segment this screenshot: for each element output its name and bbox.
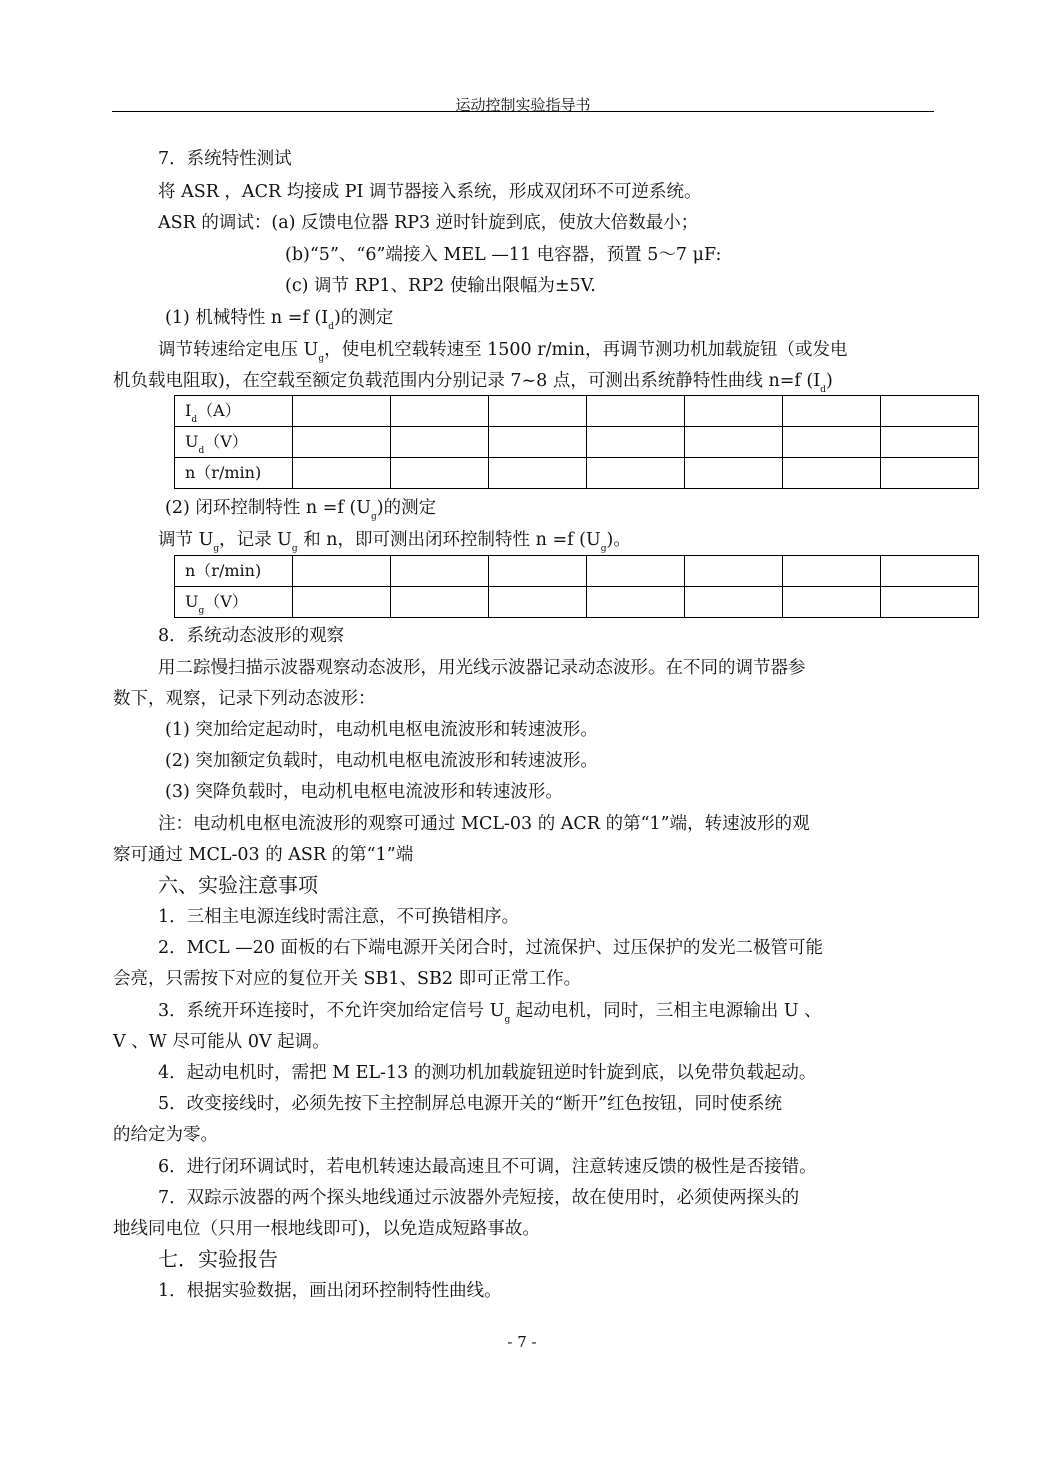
closed-char-heading: (2) 闭环控制特性 n =f $(U_g)$的测定 bbox=[165, 498, 437, 522]
table-cell bbox=[685, 396, 783, 427]
waveform-item-3: (3) 突降负载时，电动机电枢电流波形和转速波形。 bbox=[165, 782, 563, 802]
section-7-heading: 7．系统特性测试 bbox=[158, 149, 292, 169]
table-cell bbox=[587, 587, 685, 618]
table-cell bbox=[783, 556, 881, 587]
table-cell bbox=[293, 556, 391, 587]
mech-char-para-1: 调节转速给定电压 $U_g$，使电机空载转速至 1500 r/min，再调节测功机加载旋钮（或发电 bbox=[158, 340, 848, 364]
section-8-heading: 8．系统动态波形的观察 bbox=[158, 626, 345, 646]
table-cell bbox=[391, 458, 489, 489]
table-cell bbox=[783, 427, 881, 458]
header-rule bbox=[112, 111, 934, 112]
row-label: $U_d(V)$ bbox=[175, 427, 293, 458]
table-cell bbox=[587, 556, 685, 587]
table-cell bbox=[489, 587, 587, 618]
row-label: n（r/min) bbox=[175, 556, 293, 587]
table-cell bbox=[783, 458, 881, 489]
waveform-item-1: (1) 突加给定起动时，电动机电枢电流波形和转速波形。 bbox=[165, 720, 598, 740]
table-cell bbox=[685, 458, 783, 489]
table-cell bbox=[489, 396, 587, 427]
waveform-para-2: 数下，观察，记录下列动态波形： bbox=[113, 689, 376, 709]
caution-3a: 3．系统开环连接时，不允许突加给定信号 $U_g$ 起动电机，同时，三相主电源输出 U 、 bbox=[158, 1001, 822, 1025]
table-row bbox=[175, 458, 979, 489]
table-cell bbox=[587, 458, 685, 489]
closed-char-para: 调节 $U_g$，记录 $U_g$ 和 n，即可测出闭环控制特性 n =f $(U_g)$。 bbox=[158, 530, 631, 554]
table-cell bbox=[293, 587, 391, 618]
table-cell bbox=[587, 427, 685, 458]
table-cell bbox=[293, 427, 391, 458]
report-item-1: 1．根据实验数据，画出闭环控制特性曲线。 bbox=[158, 1281, 502, 1301]
closed-char-table bbox=[174, 555, 979, 618]
table-row bbox=[175, 556, 979, 587]
caution-7b: 地线同电位（只用一根地线即可)，以免造成短路事故。 bbox=[113, 1219, 540, 1239]
static-char-table bbox=[174, 395, 979, 489]
table-cell bbox=[783, 587, 881, 618]
waveform-para-1: 用二踪慢扫描示波器观察动态波形，用光线示波器记录动态波形。在不同的调节器参 bbox=[158, 658, 806, 678]
table-cell bbox=[881, 427, 979, 458]
table-cell bbox=[391, 396, 489, 427]
asr-tuning-b: (b)“5”、“6”端接入 MEL —11 电容器，预置 5～7 μF: bbox=[285, 245, 722, 265]
table-cell bbox=[783, 396, 881, 427]
caution-2a: 2．MCL —20 面板的右下端电源开关闭合时，过流保护、过压保护的发光二极管可能 bbox=[158, 938, 823, 958]
row-label: $I_d(A)$ bbox=[175, 396, 293, 427]
table-cell bbox=[489, 556, 587, 587]
page-number: - 7 - bbox=[507, 1333, 537, 1351]
table-row bbox=[175, 396, 979, 427]
table-cell bbox=[391, 427, 489, 458]
table-cell bbox=[293, 396, 391, 427]
mech-char-para-2: 机负载电阻取)，在空载至额定负载范围内分别记录 7~8 点，可测出系统静特性曲线 n=f $(I_d)$ bbox=[113, 371, 833, 395]
table-cell bbox=[391, 587, 489, 618]
table-cell bbox=[881, 587, 979, 618]
caution-2b: 会亮，只需按下对应的复位开关 SB1、SB2 即可正常工作。 bbox=[113, 969, 582, 989]
table-cell bbox=[881, 556, 979, 587]
table-cell bbox=[489, 427, 587, 458]
table-cell bbox=[685, 427, 783, 458]
table-cell bbox=[685, 587, 783, 618]
page-header: 运动控制实验指导书 bbox=[455, 96, 591, 114]
mech-char-heading: (1) 机械特性 n =f $(I_d)$的测定 bbox=[165, 308, 394, 332]
asr-tuning-c: (c) 调节 RP1、RP2 使输出限幅为±5V. bbox=[285, 276, 596, 296]
section-7-report-heading: 七．实验报告 bbox=[158, 1247, 278, 1271]
table-cell bbox=[881, 458, 979, 489]
asr-tuning-a: ASR 的调试：(a) 反馈电位器 RP3 逆时针旋到底，使放大倍数最小； bbox=[158, 213, 699, 233]
section-6-heading: 六、实验注意事项 bbox=[158, 873, 318, 897]
table-row bbox=[175, 587, 979, 618]
table-cell bbox=[685, 556, 783, 587]
caution-5b: 的给定为零。 bbox=[113, 1125, 218, 1145]
table-row bbox=[175, 427, 979, 458]
caution-3b: V 、W 尽可能从 0V 起调。 bbox=[113, 1032, 330, 1052]
caution-6: 6．进行闭环调试时，若电机转速达最高速且不可调，注意转速反馈的极性是否接错。 bbox=[158, 1157, 817, 1177]
caution-5a: 5．改变接线时，必须先按下主控制屏总电源开关的“断开”红色按钮，同时使系统 bbox=[158, 1094, 783, 1114]
waveform-item-2: (2) 突加额定负载时，电动机电枢电流波形和转速波形。 bbox=[165, 751, 598, 771]
pi-config-line: 将 ASR ，ACR 均接成 PI 调节器接入系统，形成双闭环不可逆系统。 bbox=[158, 182, 702, 202]
waveform-note-2: 察可通过 MCL-03 的 ASR 的第“1”端 bbox=[113, 845, 414, 865]
caution-1: 1．三相主电源连线时需注意，不可换错相序。 bbox=[158, 907, 520, 927]
row-label: $U_g(V)$ bbox=[175, 587, 293, 618]
caution-7a: 7．双踪示波器的两个探头地线通过示波器外壳短接，故在使用时，必须使两探头的 bbox=[158, 1188, 800, 1208]
table-cell bbox=[391, 556, 489, 587]
row-label: n（r/min) bbox=[175, 458, 293, 489]
table-cell bbox=[293, 458, 391, 489]
table-cell bbox=[587, 396, 685, 427]
waveform-note-1: 注：电动机电枢电流波形的观察可通过 MCL-03 的 ACR 的第“1”端，转速波形的观 bbox=[158, 814, 810, 834]
table-cell bbox=[881, 396, 979, 427]
table-cell bbox=[489, 458, 587, 489]
caution-4: 4．起动电机时，需把 M EL-13 的测功机加载旋钮逆时针旋到底，以免带负载起动。 bbox=[158, 1063, 817, 1083]
